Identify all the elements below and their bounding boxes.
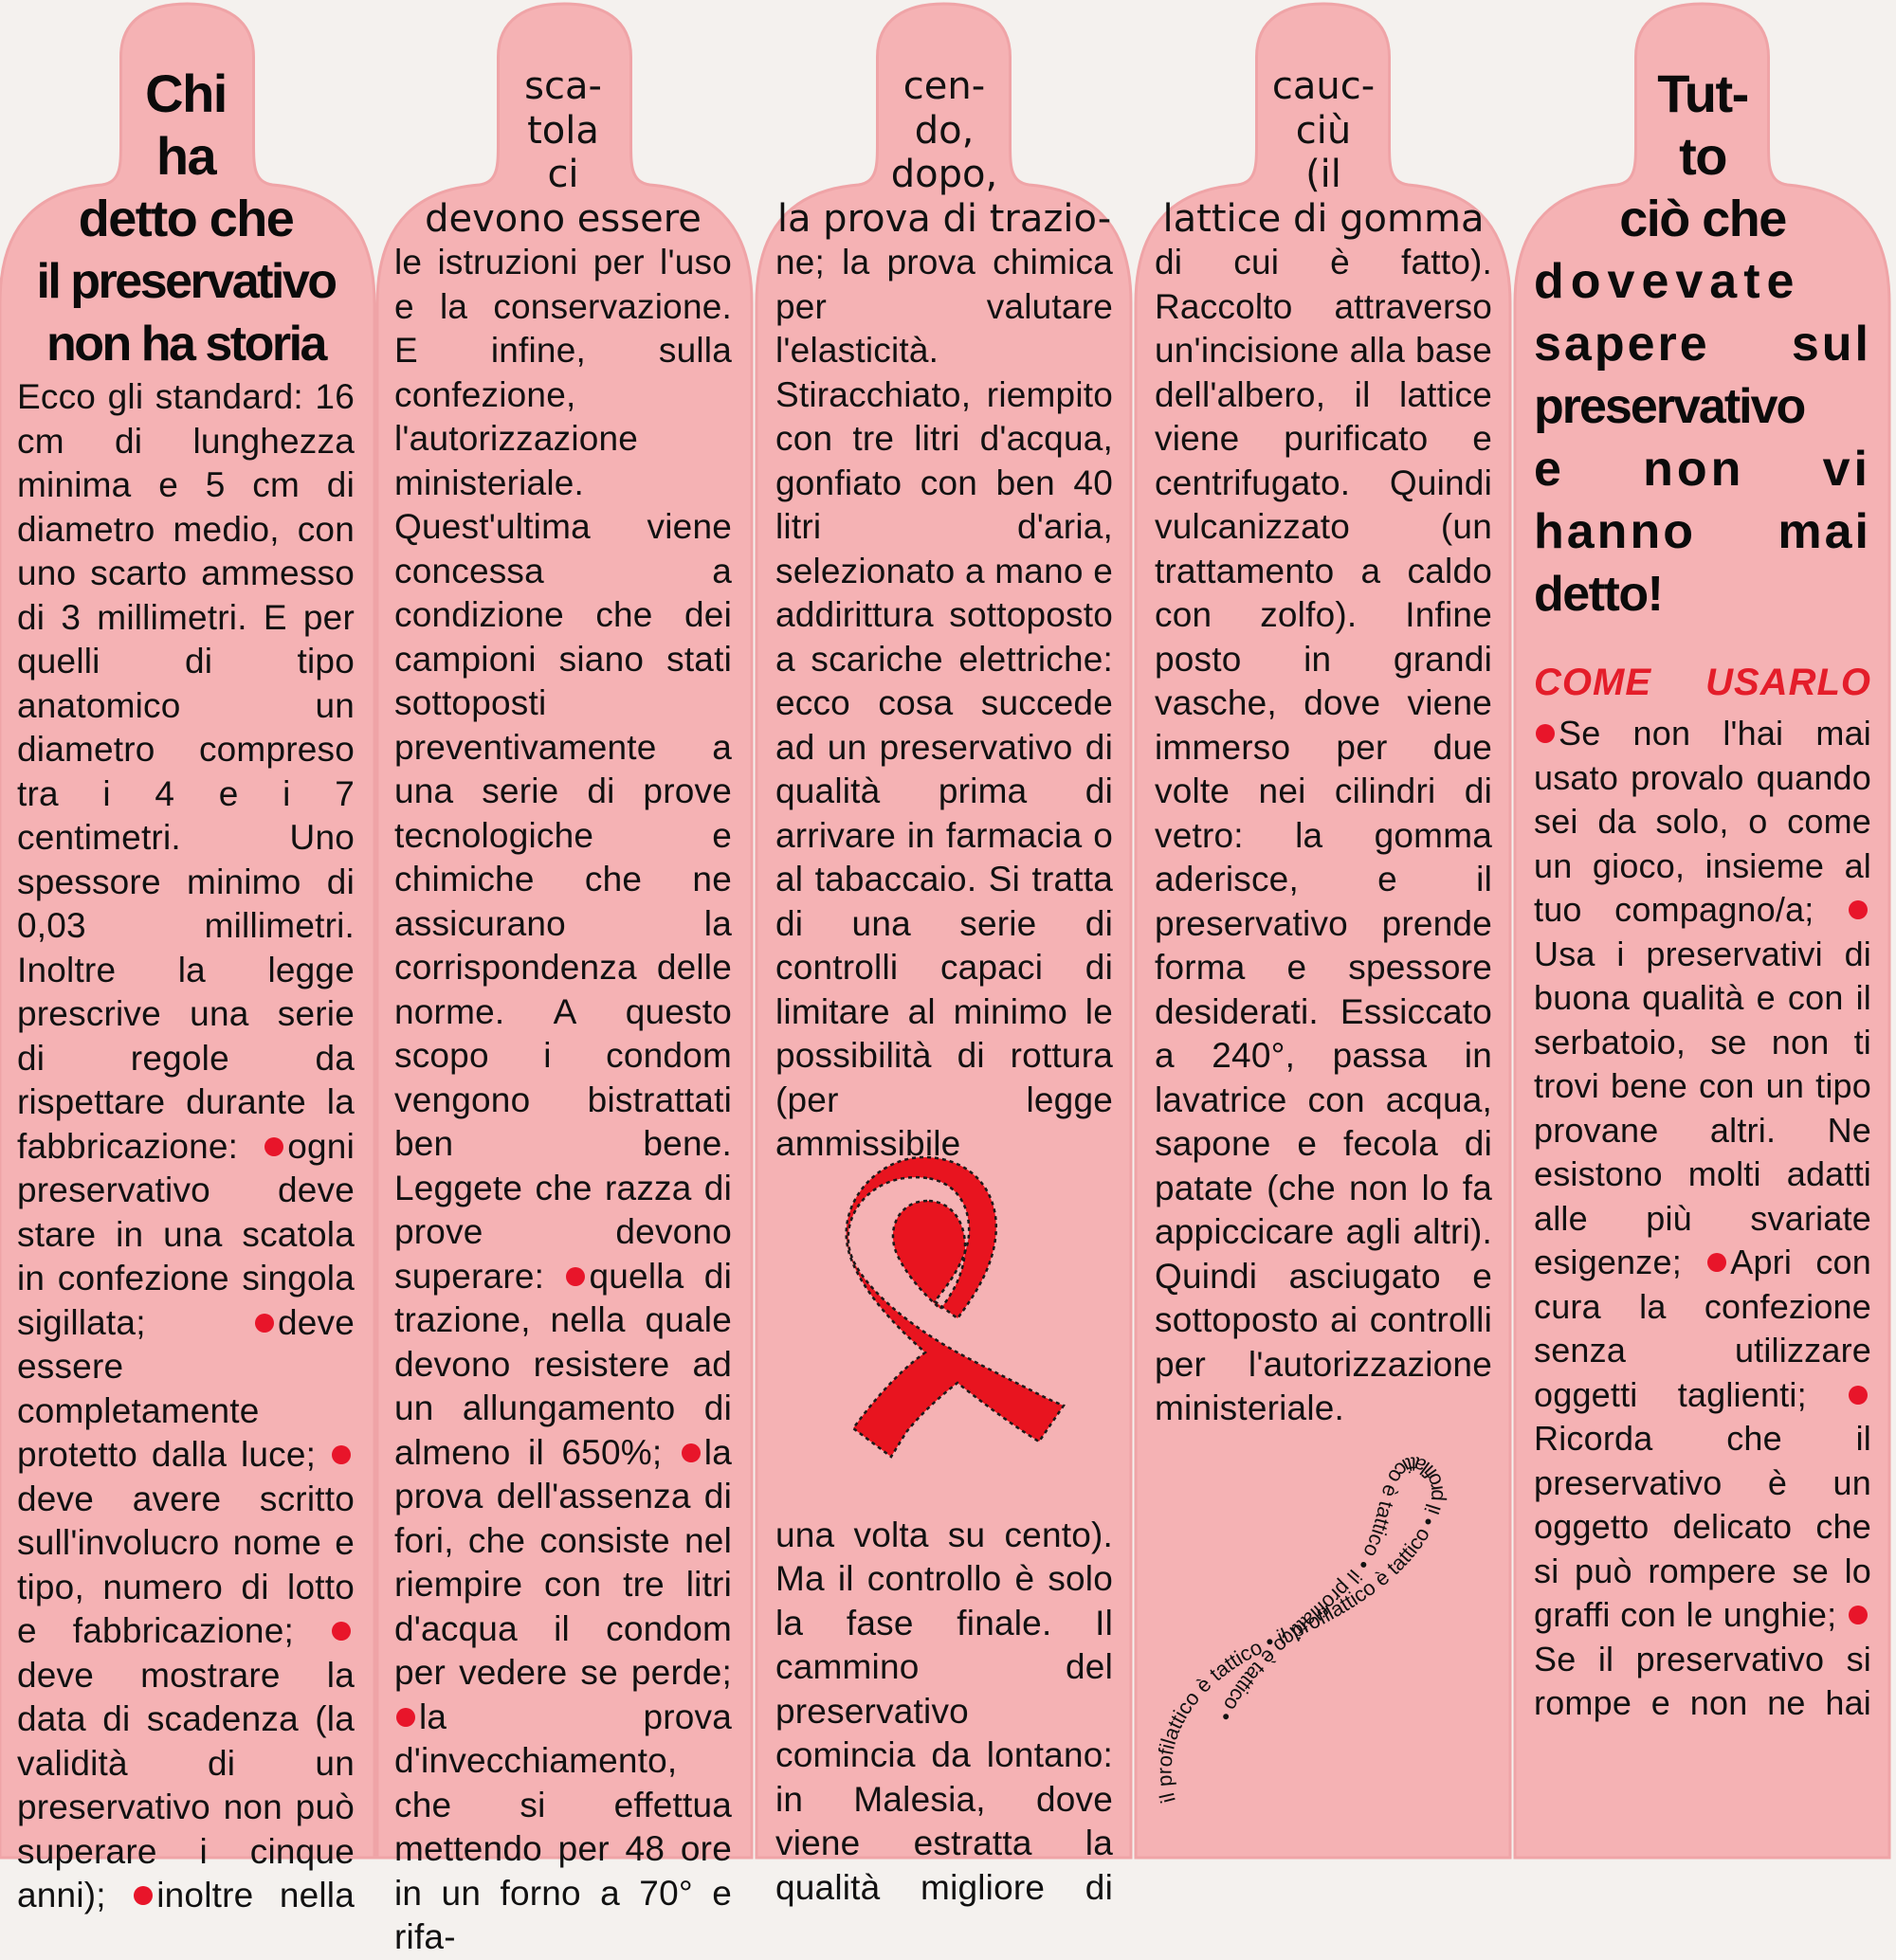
head-line: lattice di gomma [1162, 196, 1485, 241]
column-head [775, 64, 1113, 241]
test-item: la prova dell'assenza di fori, che consiste nel riempire con tre litri d'acqua il condom per vedere se perde; [394, 1432, 732, 1692]
headline-line: sapere sul [1534, 317, 1871, 372]
head-line: tola [527, 108, 599, 153]
bullet-icon [682, 1443, 701, 1462]
bullet-icon [566, 1267, 585, 1286]
headline-line: dovevate [1534, 254, 1801, 309]
controls-text [775, 241, 1113, 1910]
origin-paragraph: una volta su cento). Ma il controllo è solo la fase finale. Il cammino del preservativo comincia da lontano: in Malesia, dove viene estratta la qualità migliore di [775, 1515, 1113, 1907]
head-line: dopo, [890, 153, 998, 196]
head-line: ci [547, 153, 579, 196]
head-line: cauc- [1271, 64, 1376, 108]
tests-paragraph: le istruzioni per l'uso e la conservazione. E infine, sulla confezione, l'autorizzazione ministeriale. Quest'ultima viene concessa a condizione che dei campioni siano stati sottoposti preventivamente a una serie di prove tecnologiche e chimiche che ne assicurano la corrispondenza delle norme. A questo scopo i condom vengono bistrattati ben bene. [394, 243, 732, 1163]
column-how-to-use [1534, 0, 1871, 1870]
production-text [1155, 241, 1492, 1431]
head-line: do, [914, 108, 975, 153]
controls-paragraph: ne; la prova chimica per valutare l'elasticità. Stiracchiato, riempito con tre litri d'acqua, gonfiato con ben 40 litri d'aria, selezionato a mano e addirittura sottoposto a scariche elettriche: ecco cosa succede ad un preservativo di qualità prima di arrivare in farmacia o al tabaccaio. Si tratta di una serie di controlli capaci di limitare al minimo le possibilità di rottura (per legge ammissibile [775, 243, 1113, 1163]
bullet-icon [396, 1708, 415, 1727]
headline-how-to [1534, 63, 1871, 626]
head-line: la prova di trazio- [776, 196, 1112, 241]
rule-item: ogni preservativo deve stare in una scatola in confezione singola sigillata; [17, 1126, 355, 1342]
headline-line: il preservativo [36, 254, 336, 309]
headline-line: Chi [145, 64, 227, 123]
headline-line: preservativo [1534, 379, 1805, 434]
column-controls [775, 0, 1113, 1907]
headline-history [17, 63, 355, 375]
tip-item: Apri con cura la confezione senza utilizzare oggetti taglienti; [1534, 1243, 1872, 1414]
production-paragraph: di cui è fatto). Raccolto attraverso un'incisione alla base dell'albero, il lattice viene purificato e centrifugato. Quindi vulcanizzato (un trattamento a caldo con zolfo). Infine posto in grandi vasche, dove viene immerso per due volte nei cilindri di vetro: la gomma aderisce, e il preservativo prende forma e spessore desiderati. Essiccato a 240°, passa in lavatrice con acqua, sapone e fecola di patate (che non lo fa appiccicare agli altri). Quindi asciugato e sottoposto ai controlli per l'autorizzazione ministeriale. [1155, 243, 1492, 1427]
tip-item: Se non l'hai mai usato provalo quando sei da solo, o come un gioco, insieme al tuo compagno/a; [1534, 714, 1871, 929]
bullet-icon [1849, 1386, 1868, 1405]
test-item: la prova d'invecchiamento, che si effettua mettendo per 48 ore in un forno a 70° e rifa- [394, 1697, 732, 1956]
tip-item: Se il preservativo si rompe e non ne hai [1534, 1639, 1871, 1722]
how-to-use-subtitle: COME USARLO [1534, 662, 1871, 703]
bullet-icon [134, 1886, 153, 1905]
tests-intro: Leggete che razza di prove devono superare: [394, 1168, 732, 1296]
tip-item: Usa i preservativi di buona qualità e con il serbatoio, se non ti trovi bene con un tipo provane altri. Ne esistono molti adatti alle più svariate esigenze; [1534, 934, 1871, 1281]
headline-line: ha [155, 126, 216, 186]
head-line: devono essere [425, 196, 702, 241]
bullet-icon [1536, 724, 1555, 743]
tips-text [1534, 712, 1871, 1726]
headline-line: hanno mai [1534, 504, 1871, 559]
column-head [1155, 64, 1492, 241]
red-ribbon-icon [815, 1152, 1071, 1464]
headline-line: non ha storia [46, 317, 325, 372]
headline-line: to [1679, 126, 1726, 186]
head-line: cen- [902, 64, 986, 108]
column-tests [394, 0, 732, 1956]
bullet-icon [1849, 1606, 1868, 1624]
bullet-icon [1849, 900, 1868, 919]
bullet-icon [255, 1314, 274, 1333]
rule-item: deve essere completamente protetto dalla luce; [17, 1302, 355, 1474]
test-item: quella di trazione, nella quale devono resistere ad un allungamento di almeno il 650%; [394, 1256, 732, 1472]
tests-text [394, 241, 732, 1960]
spiral-slogan-path: il profilattico è tattico • il profilattico è tattico • il profilattico è tattico • il profilattico è tattico • [1152, 1452, 1449, 1806]
rule-item: deve avere scritto sull'involucro nome e tipo, numero di lotto e fabbricazione; [17, 1479, 355, 1650]
bullet-icon [1707, 1253, 1726, 1272]
headline-line: ciò che [1619, 191, 1786, 247]
headline-line: e non vi [1534, 442, 1871, 497]
column-history [17, 0, 356, 1915]
head-line: sca- [524, 64, 602, 108]
tip-item: Ricorda che il preservativo è un oggetto delicato che si può rompere se lo graffi con le unghie; [1534, 1419, 1871, 1634]
bullet-icon [264, 1137, 283, 1156]
headline-line: detto! [1534, 567, 1663, 622]
column-head [394, 64, 732, 241]
head-line: ciù [1295, 108, 1352, 153]
history-text [17, 375, 355, 1918]
headline-line: detto che [78, 191, 294, 247]
head-line: (il [1305, 153, 1341, 196]
rule-item: inoltre nella [156, 1876, 356, 1915]
slogan-spiral [1138, 1450, 1498, 1829]
headline-line: Tut- [1657, 64, 1748, 123]
bullet-icon [332, 1445, 351, 1464]
standards-paragraph: Ecco gli standard: 16 cm di lunghezza minima e 5 cm di diametro medio, con uno scarto ammesso di 3 millimetri. E per quelli di tipo anatomico un diametro compreso tra i 4 e i 7 centimetri. Uno spessore minimo di 0,03 millimetri. Inoltre la legge prescrive una serie di regole da rispettare durante la fabbricazione: [17, 377, 355, 1166]
bullet-icon [332, 1622, 351, 1641]
spiral-slogan-text [1153, 1452, 1449, 1806]
ribbon-shape [847, 1157, 1064, 1457]
rule-item: deve mostrare la data di scadenza (la validità di un preservativo non può superare i cinque anni); [17, 1655, 355, 1915]
